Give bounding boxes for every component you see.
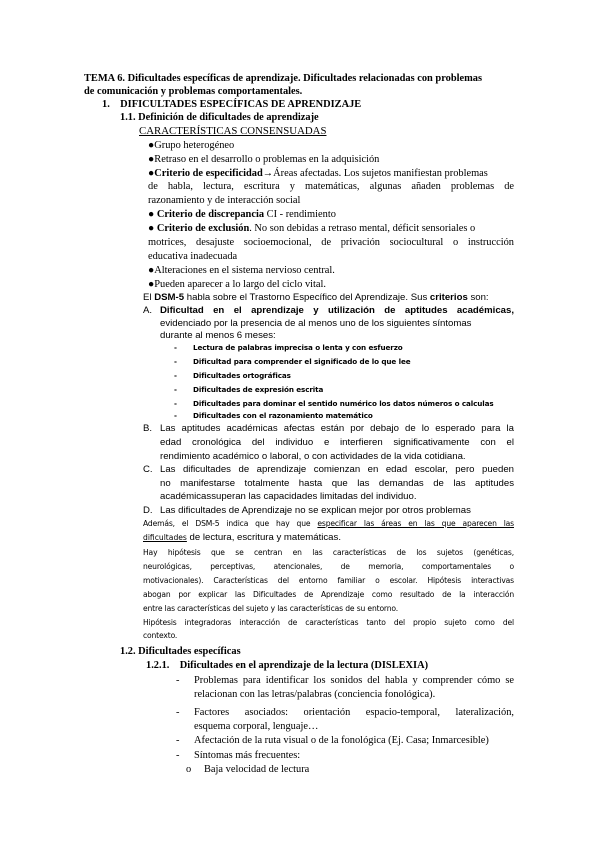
criterion-a-heading: Dificultad en el aprendizaje y utilización de aptitudes académicas,: [160, 305, 514, 316]
ademas-line-2: [143, 532, 341, 544]
hipotesis-line-1: Hay hipótesis que se centran en las características de los sujetos (genéticas,: [143, 548, 514, 557]
hipotesis-line-2: neurológicas, perceptivas, atencionales, de memoria, comportamentales o: [143, 562, 514, 571]
criterio-discrepancia-label: ● Criterio de discrepancia: [148, 209, 265, 220]
bullet-retraso-desarrollo: ●Retraso en el desarrollo o problemas en la adquisición: [148, 154, 380, 165]
subsection-1-2-1-heading: 1.2.1. Dificultades en el aprendizaje de la lectura (DISLEXIA): [146, 660, 429, 671]
dislexia-subitem-1: Baja velocidad de lectura: [204, 764, 310, 775]
symptom-dash: -: [174, 399, 177, 408]
ademas-rest: de lectura, escritura y matemáticas.: [186, 532, 341, 543]
symptom-dash: -: [174, 343, 177, 352]
dislexia-dash: -: [176, 707, 180, 718]
dsm5-intro-part-3: son:: [467, 292, 489, 303]
criterion-a-letter: A.: [143, 305, 153, 316]
symptom-item: Dificultades ortográficas: [193, 371, 291, 380]
bullet-criterio-especificidad: [148, 167, 488, 180]
dislexia-dash: -: [176, 675, 180, 686]
dislexia-dash: -: [176, 735, 180, 746]
criterion-c-line-1: Las dificultades de aprendizaje comienzan en edad escolar, pero pueden: [160, 464, 514, 475]
criterion-b-line-1: Las aptitudes académicas afectas están por debajo de lo esperado para la: [160, 423, 514, 434]
criterio-exclusion-text: . No son debidas a retraso mental, déficit sensoriales o: [249, 223, 476, 234]
hipotesis-line-4: abogan por explicar las Dificultades de Aprendizaje como resultado de la interacción: [143, 590, 514, 599]
dsm5-intro-part-1: El: [143, 292, 155, 303]
criterion-c-letter: C.: [143, 464, 153, 475]
dislexia-dash: -: [176, 750, 180, 761]
criterion-b-letter: B.: [143, 423, 153, 434]
criterion-c-line-2: no manifestarse totalmente hasta que las demandas de las aptitudes: [160, 478, 514, 489]
bullet-criterio-discrepancia: [148, 208, 336, 221]
criterion-d-letter: D.: [143, 505, 153, 516]
criterio-discrepancia-text: CI - rendimiento: [264, 209, 336, 220]
criterio-exclusion-line-2: motrices, desajuste socioemocional, de privación sociocultural o instrucción: [148, 237, 514, 248]
dsm5-intro: [143, 291, 489, 304]
criterion-c-line-3: académicassuperan las capacidades limitadas del individuo.: [160, 491, 417, 502]
document-title-line-2: de comunicación y problemas comportamentales.: [84, 86, 303, 97]
ademas-underlined-2: dificultades: [143, 533, 187, 542]
hipotesis-line-5: entre las características del sujeto y las características de su entorno.: [143, 604, 399, 613]
criterio-exclusion-label: ● Criterio de exclusión: [148, 223, 250, 234]
symptom-item: Dificultades para dominar el sentido numérico los datos números o calculas: [193, 399, 494, 408]
bullet-alteraciones-snc: ●Alteraciones en el sistema nervioso central.: [148, 265, 335, 276]
characteristics-heading: CARACTERÍSTICAS CONSENSUADAS: [139, 125, 327, 137]
hipotesis-line-6: Hipótesis integradoras interacción de características tanto del propio sujeto como del: [143, 618, 514, 627]
criterion-d-line-1: Las dificultades de Aprendizaje no se explican mejor por otros problemas: [160, 505, 471, 516]
document-title-line-1: TEMA 6. Dificultades específicas de aprendizaje. Dificultades relacionadas con problemas: [84, 73, 483, 84]
hipotesis-line-7: contexto.: [143, 631, 178, 640]
dsm5-label: DSM-5: [154, 292, 185, 303]
criterion-b-line-3: rendimiento académico o laboral, o con actividades de la vida cotidiana.: [160, 451, 466, 462]
criterio-exclusion-line-3: educativa inadecuada: [148, 251, 238, 262]
subsection-1-2-heading: 1.2. Dificultades específicas: [120, 646, 241, 657]
sub-bullet-o: o: [186, 764, 192, 775]
criterio-especificidad-line-2: de habla, lectura, escritura y matemáticas, algunas añaden problemas de: [148, 181, 514, 192]
symptom-item: Dificultades de expresión escrita: [193, 385, 324, 394]
hipotesis-line-3: motivacionales). Características del entorno familiar o escolar. Hipótesis interactivas: [143, 576, 514, 585]
symptom-dash: -: [174, 411, 177, 420]
symptom-dash: -: [174, 357, 177, 366]
criterion-a-line-2: evidenciado por la presencia de al menos uno de los siguientes síntomas: [160, 318, 472, 329]
dislexia-item-3: Afectación de la ruta visual o de la fonológica (Ej. Casa; Inmarcesible): [194, 735, 489, 746]
section-1-heading: 1. DIFICULTADES ESPECÍFICAS DE APRENDIZAJE: [102, 99, 362, 110]
symptom-dash: -: [174, 385, 177, 394]
bullet-criterio-exclusion: [148, 222, 514, 235]
symptom-dash: -: [174, 371, 177, 380]
criterio-especificidad-text: →Áreas afectadas. Los sujetos manifiestan problemas: [262, 168, 488, 179]
ademas-text: Además, el DSM-5 indica que hay que: [143, 519, 318, 528]
dislexia-item-2-line-2: esquema corporal, lenguaje…: [194, 721, 319, 732]
symptom-item: Dificultad para comprender el significado de lo que lee: [193, 357, 411, 366]
criterio-especificidad-label: ●Criterio de especificidad: [148, 168, 263, 179]
criterios-label: criterios: [429, 292, 468, 303]
bullet-ciclo-vital: ●Pueden aparecer a lo largo del ciclo vital.: [148, 279, 327, 290]
ademas-line-1: [143, 518, 514, 530]
symptom-item: Lectura de palabras imprecisa o lenta y con esfuerzo: [193, 343, 403, 352]
criterion-b-line-2: edad cronológica del individuo e interfieren significativamente con el: [160, 437, 514, 448]
dislexia-item-1-line-1: Problemas para identificar los sonidos del habla y comprender cómo se: [194, 675, 514, 686]
dsm5-intro-part-2: habla sobre el Trastorno Específico del Aprendizaje. Sus: [184, 292, 430, 303]
criterio-especificidad-line-3: razonamiento y de interacción social: [148, 195, 301, 206]
ademas-underlined: especificar las áreas en las que aparecen las: [317, 519, 514, 528]
dislexia-item-1-line-2: relacionan con las letras/palabras (conciencia fonológica).: [194, 689, 436, 700]
criterion-a-line-3: durante al menos 6 meses:: [160, 330, 276, 341]
subsection-1-1-heading: 1.1. Definición de dificultades de aprendizaje: [120, 112, 319, 123]
dislexia-item-4: Síntomas más frecuentes:: [194, 750, 301, 761]
symptom-item: Dificultades con el razonamiento matemático: [193, 411, 373, 420]
dislexia-item-2-line-1: Factores asociados: orientación espacio-temporal, lateralización,: [194, 707, 514, 718]
bullet-grupo-heterogeneo: ●Grupo heterogéneo: [148, 140, 235, 151]
